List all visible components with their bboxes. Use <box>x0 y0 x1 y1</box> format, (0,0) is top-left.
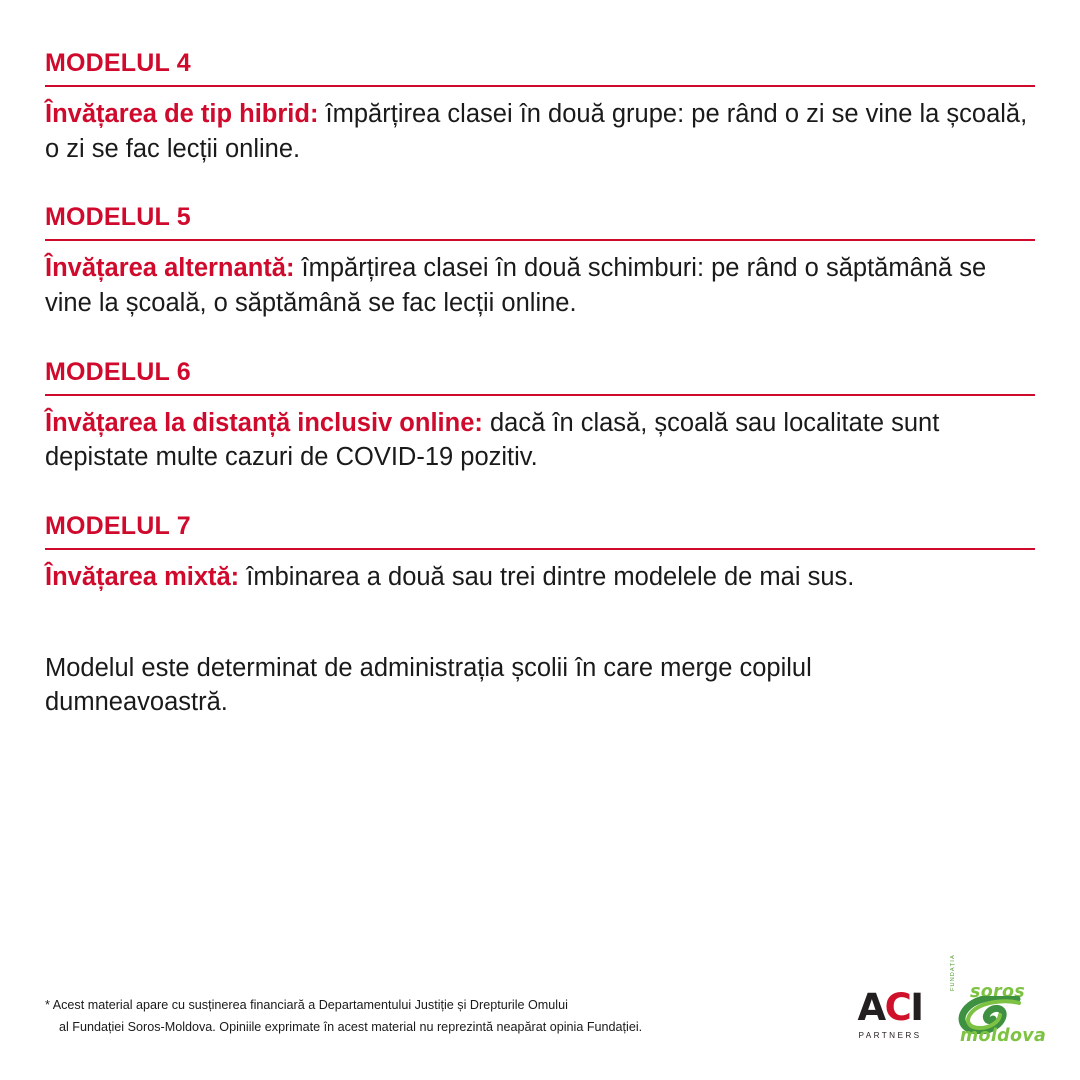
model-text-4: împărțirea clasei în două grupe: pe rând o zi se vine la școală, o zi se fac lecții online. <box>45 100 1028 163</box>
model-divider-6 <box>45 394 1035 396</box>
model-lead-6: Învățarea la distanță inclusiv online: <box>45 408 483 437</box>
model-lead-4: Învățarea de tip hibrid: <box>45 100 319 128</box>
main-content <box>45 48 1035 720</box>
model-description-4 <box>45 97 1035 166</box>
model-block-5 <box>45 202 1035 320</box>
model-block-7 <box>45 511 1035 595</box>
footer <box>45 954 1047 1046</box>
soros-moldova-logo <box>949 954 1047 1046</box>
model-divider-7 <box>45 548 1035 550</box>
funding-disclaimer <box>45 995 642 1038</box>
aci-partners-logo <box>849 985 931 1040</box>
logo-group <box>849 954 1047 1046</box>
model-block-4 <box>45 48 1035 166</box>
model-text-6: dacă în clasă, școală sau localitate sunt depistate multe cazuri de COVID-19 pozitiv. <box>45 408 940 472</box>
model-text-7: îmbinarea a două sau trei dintre modelele de mai sus. <box>239 563 855 592</box>
moldova-wordmark: moldova <box>960 1026 1047 1046</box>
model-lead-7: Învățarea mixtă: <box>45 563 240 592</box>
model-heading-5: MODELUL 5 <box>45 203 191 232</box>
model-heading-7: MODELUL 7 <box>45 512 191 541</box>
model-heading-6: MODELUL 6 <box>45 357 191 386</box>
funding-disclaimer-line-2: al Fundației Soros-Moldova. Opiniile exprimate în acest material nu reprezintă neapărat opinia Fundației. <box>59 1019 643 1034</box>
model-lead-5: Învățarea alternantă: <box>45 254 295 283</box>
model-divider-5 <box>45 239 1035 241</box>
model-description-7 <box>45 560 1035 595</box>
model-description-6 <box>45 406 1035 475</box>
model-description-5 <box>45 251 1035 320</box>
aci-wordmark <box>857 985 923 1029</box>
aci-letter-i: I <box>910 985 923 1029</box>
aci-tagline: PARTNERS <box>858 1030 922 1040</box>
model-divider-4 <box>45 85 1035 87</box>
aci-letter-a: A <box>857 985 885 1029</box>
closing-statement: Modelul este determinat de administrația școlii în care merge copilul dumneavoastră. <box>45 653 812 717</box>
model-block-6 <box>45 357 1035 475</box>
aci-letter-c: C <box>884 985 911 1029</box>
funding-disclaimer-line-1: * Acest material apare cu susținerea financiară a Departamentului Justiție și Drepturile Omului <box>45 998 568 1012</box>
model-heading-4: MODELUL 4 <box>45 49 191 77</box>
model-text-5: împărțirea clasei în două schimburi: pe rând o săptămână se vine la școală, o săptămână se fac lecții online. <box>45 254 987 318</box>
soros-fundatia-label: FUNDAȚIA <box>950 954 956 991</box>
soros-wordmark: soros <box>970 982 1026 1002</box>
